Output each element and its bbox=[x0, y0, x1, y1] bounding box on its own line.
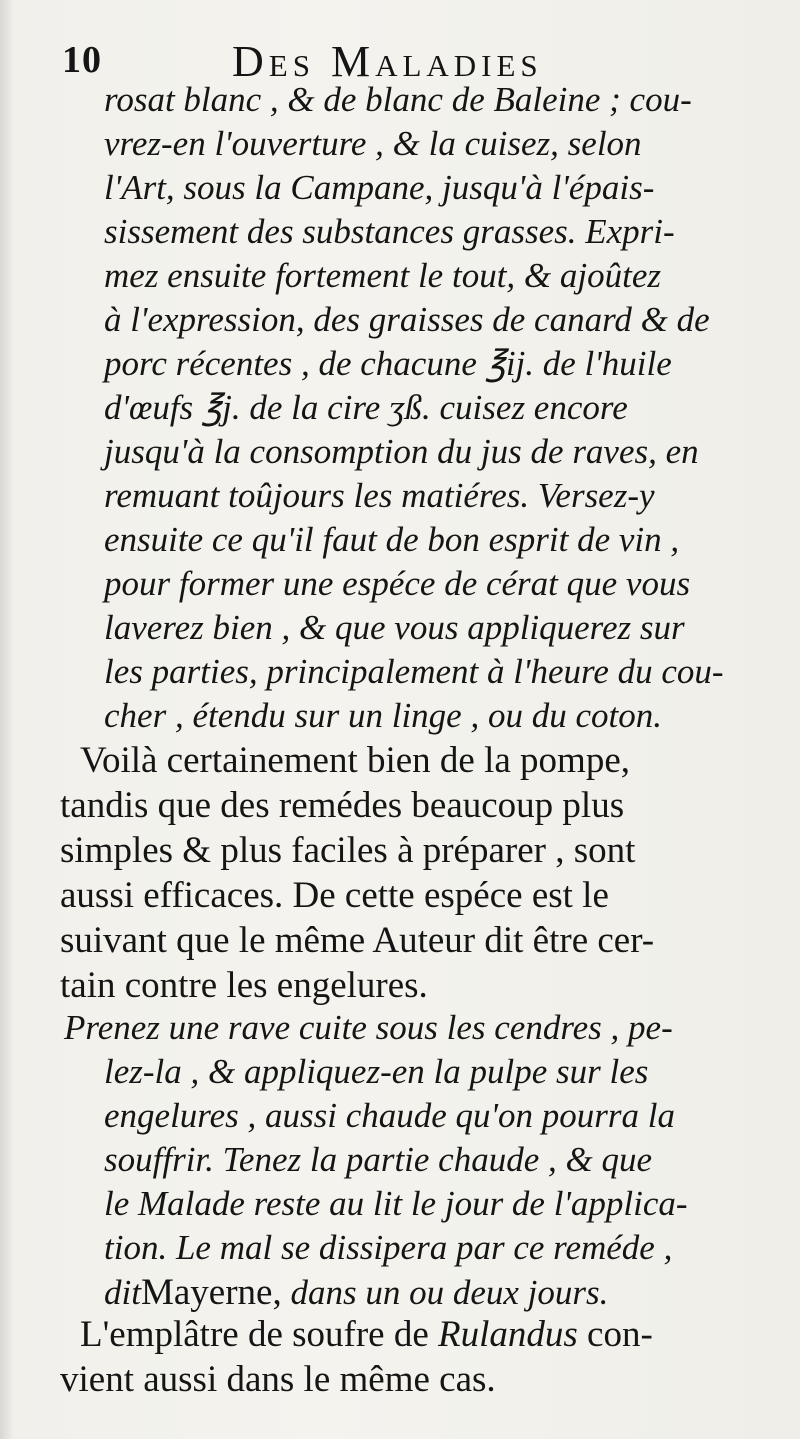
text-line: cher , étendu sur un linge , ou du coton. bbox=[104, 696, 662, 735]
text-line: simples & plus faciles à préparer , sont bbox=[60, 830, 636, 871]
page-number: 10 bbox=[62, 39, 102, 81]
text-line: vrez-en l'ouverture , & la cuisez, selon bbox=[104, 124, 642, 163]
page-gutter-shadow bbox=[0, 0, 14, 1439]
text-line: sissement des substances grasses. Expri- bbox=[104, 212, 675, 251]
author-name: Mayerne, bbox=[140, 1272, 282, 1313]
text-line: aussi efficaces. De cette espéce est le bbox=[60, 875, 609, 916]
author-name: Rulandus bbox=[438, 1314, 578, 1355]
text-line: engelures , aussi chaude qu'on pourra la bbox=[104, 1096, 676, 1135]
running-title: Des Maladies bbox=[232, 37, 543, 86]
text-line: d'œufs ℥j. de la cire ʒß. cuisez encore bbox=[104, 388, 628, 427]
text-span: con- bbox=[587, 1314, 653, 1355]
text-span: dans un ou deux jours. bbox=[290, 1273, 609, 1312]
text-line: l'Art, sous la Campane, jusqu'à l'épais- bbox=[104, 168, 655, 207]
text-line bbox=[80, 1316, 653, 1353]
text-line: souffrir. Tenez la partie chaude , & que bbox=[104, 1140, 653, 1179]
text-line: tandis que des remédes beaucoup plus bbox=[60, 785, 625, 826]
text-line: remuant toûjours les matiéres. Versez-y bbox=[104, 476, 655, 515]
text-line: suivant que le même Auteur dit être cer- bbox=[60, 920, 655, 961]
text-line: pour former une espéce de cérat que vous bbox=[104, 564, 691, 603]
text-line: à l'expression, des graisses de canard & de bbox=[104, 300, 710, 339]
text-line: laverez bien , & que vous appliquerez sur bbox=[104, 608, 685, 647]
text-line: lez-la , & appliquez-en la pulpe sur les bbox=[104, 1052, 649, 1091]
text-line: jusqu'à la consomption du jus de raves, en bbox=[104, 432, 699, 471]
text-line: rosat blanc , & de blanc de Baleine ; cou- bbox=[104, 80, 692, 119]
text-line: porc récentes , de chacune ℥ij. de l'huile bbox=[104, 344, 672, 383]
text-line: mez ensuite fortement le tout, & ajoûtez bbox=[104, 256, 661, 295]
text-line: tion. Le mal se dissipera par ce reméde , bbox=[104, 1228, 673, 1267]
text-span: L'emplâtre de soufre de bbox=[80, 1314, 429, 1355]
text-line: Voilà certainement bien de la pompe, bbox=[80, 740, 631, 781]
text-line: Prenez une rave cuite sous les cendres , pe- bbox=[64, 1008, 673, 1047]
text-line: tain contre les engelures. bbox=[60, 965, 428, 1006]
text-line: ensuite ce qu'il faut de bon esprit de vin , bbox=[104, 520, 680, 559]
text-line: le Malade reste au lit le jour de l'applica- bbox=[104, 1184, 688, 1223]
text-line: vient aussi dans le même cas. bbox=[60, 1359, 496, 1400]
text-line: les parties, principalement à l'heure du cou- bbox=[104, 652, 724, 691]
text-span: dit bbox=[104, 1273, 141, 1312]
text-line bbox=[104, 1274, 608, 1311]
